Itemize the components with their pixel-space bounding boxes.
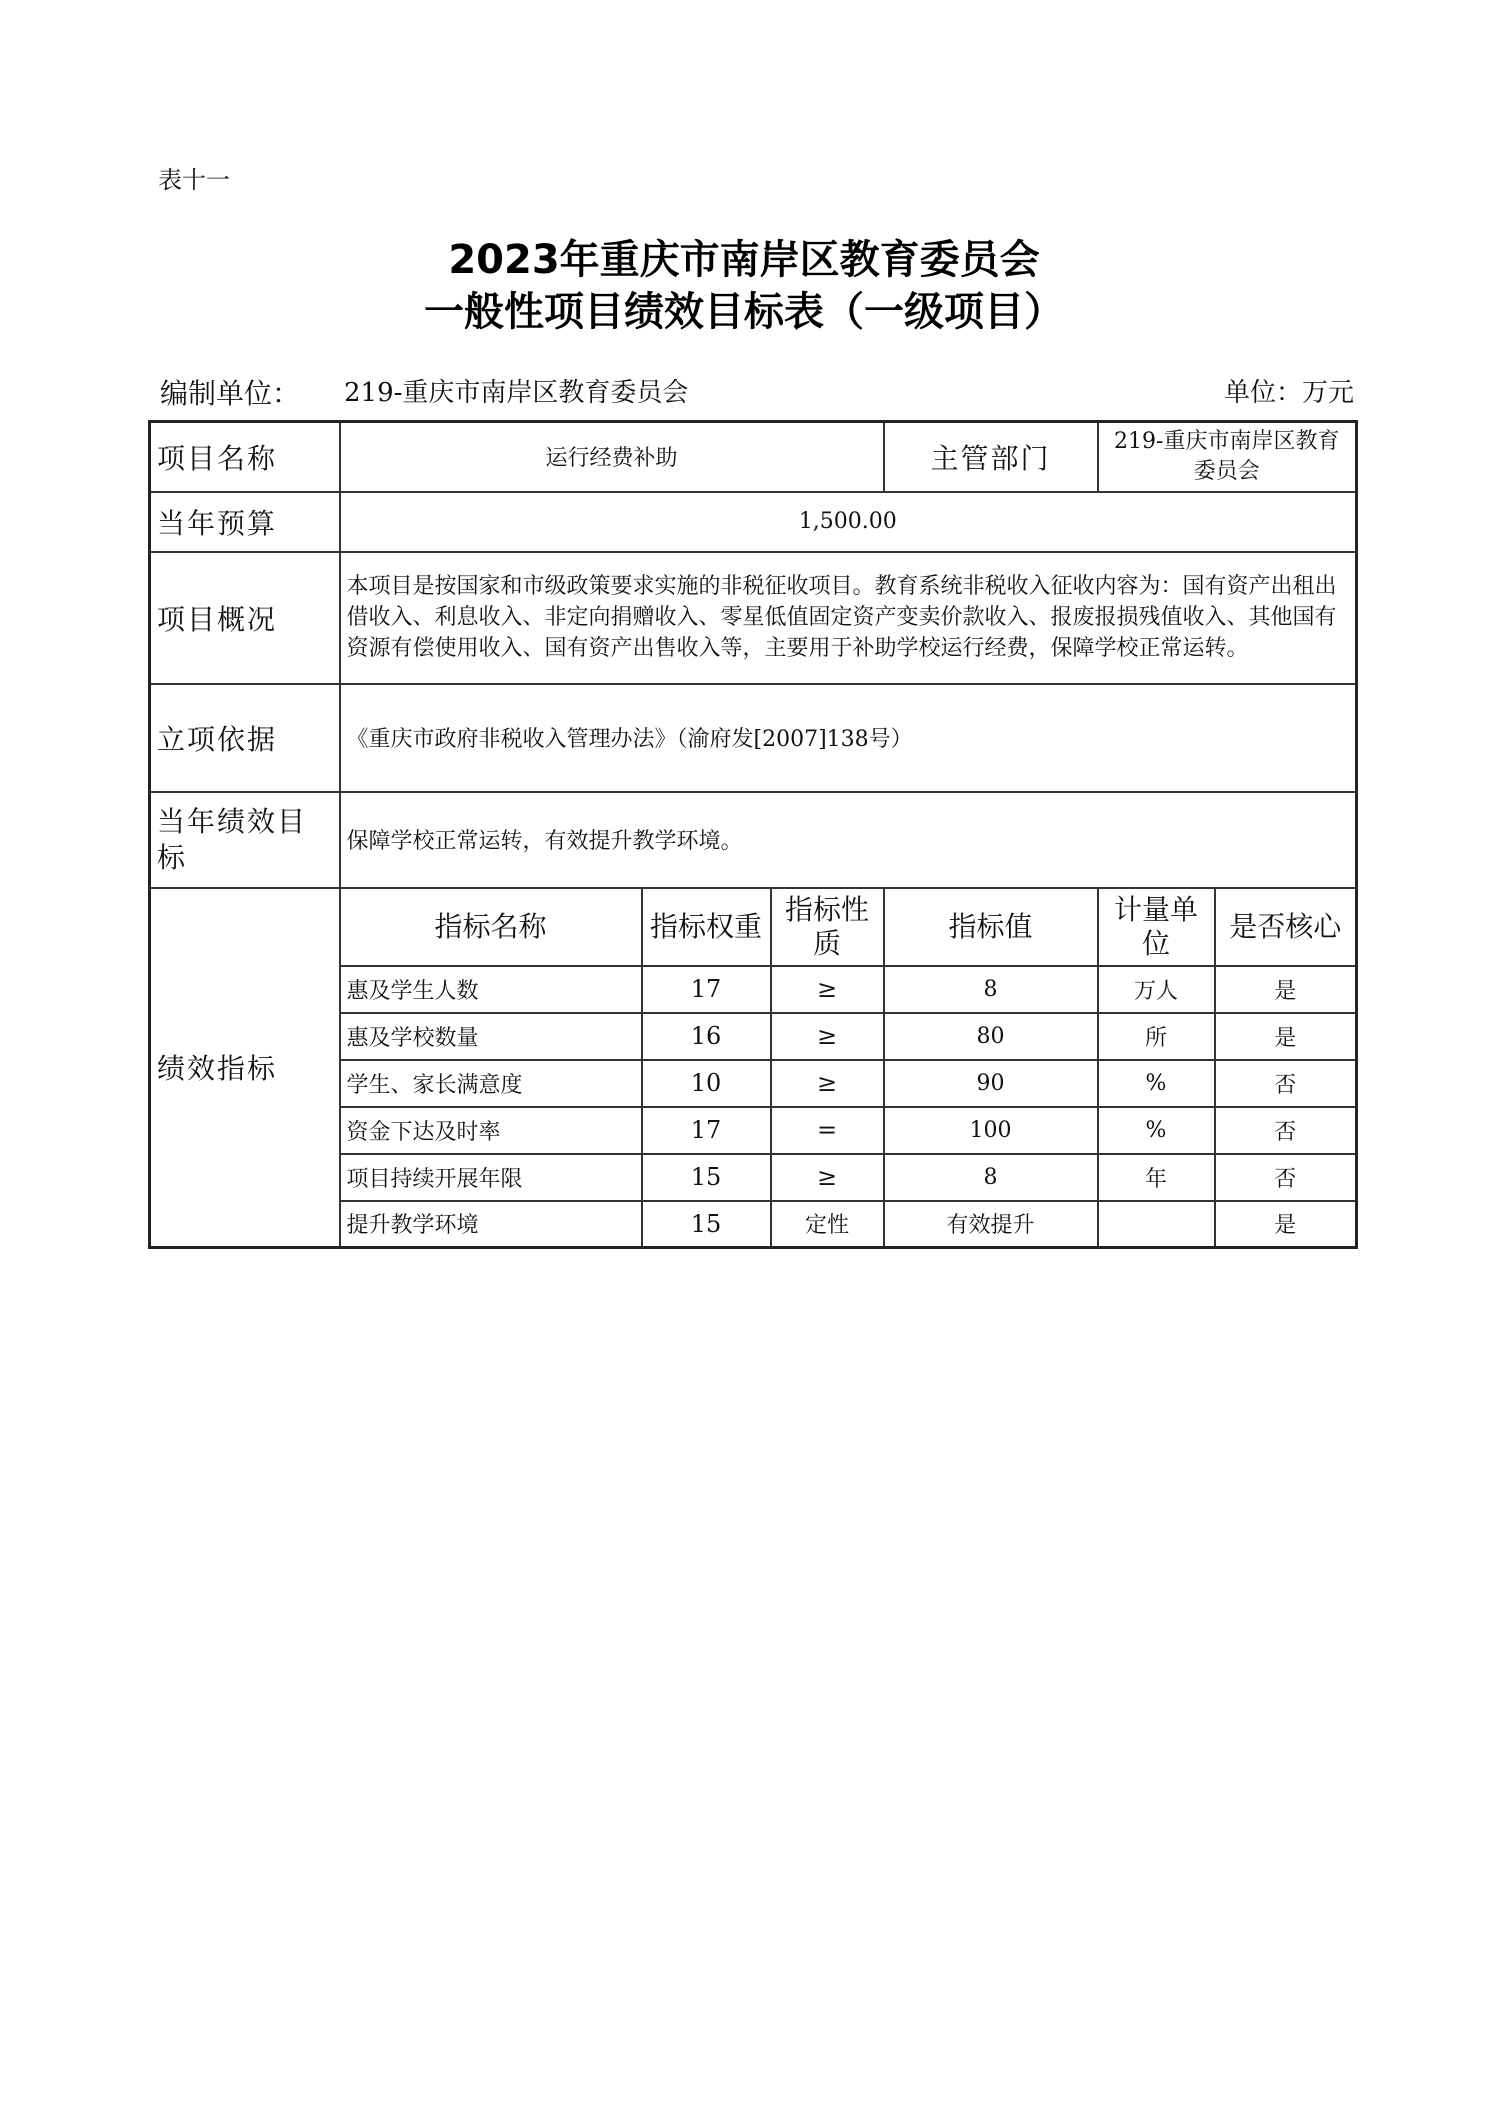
goal-row <box>150 792 1357 888</box>
indicator-weight: 17 <box>642 1107 771 1154</box>
project-name-value: 运行经费补助 <box>340 422 884 492</box>
indicator-name: 提升教学环境 <box>340 1201 642 1248</box>
indicator-value: 8 <box>884 966 1098 1013</box>
project-name-row <box>150 422 1357 492</box>
table-number: 表十一 <box>158 166 230 194</box>
compile-unit-label: 编制单位： <box>160 377 301 410</box>
indicators-label: 绩效指标 <box>150 888 340 1248</box>
indicator-core: 否 <box>1215 1107 1357 1154</box>
indicator-weight: 15 <box>642 1201 771 1248</box>
indicator-unit: 万人 <box>1098 966 1215 1013</box>
header-indicator-name: 指标名称 <box>340 888 642 966</box>
indicator-nature: ≥ <box>771 966 884 1013</box>
goal-label: 当年绩效目标 <box>150 792 340 888</box>
indicator-nature: ≥ <box>771 1154 884 1201</box>
overview-label: 项目概况 <box>150 552 340 684</box>
compile-unit-value: 219-重庆市南岸区教育委员会 <box>344 378 689 408</box>
indicator-value: 90 <box>884 1060 1098 1107</box>
indicator-value: 8 <box>884 1154 1098 1201</box>
basis-text: 《重庆市政府非税收入管理办法》（渝府发[2007]138号） <box>340 684 1357 792</box>
indicator-weight: 16 <box>642 1013 771 1060</box>
header-indicator-weight: 指标权重 <box>642 888 771 966</box>
indicator-core: 是 <box>1215 1013 1357 1060</box>
currency-unit: 单位：万元 <box>1223 378 1354 408</box>
indicator-weight: 17 <box>642 966 771 1013</box>
overview-text: 本项目是按国家和市级政策要求实施的非税征收项目。教育系统非税收入征收内容为：国有资产出租出借收入、利息收入、非定向捐赠收入、零星低值固定资产变卖价款收入、报废报损残值收入、其他国有资源有偿使用收入、国有资产出售收入等，主要用于补助学校运行经费，保障学校正常运转。 <box>340 552 1357 684</box>
indicator-unit: % <box>1098 1060 1215 1107</box>
page-title-line1: 2023年重庆市南岸区教育委员会 <box>448 237 1040 283</box>
header-measure-unit: 计量单位 <box>1098 888 1215 966</box>
basis-row <box>150 684 1357 792</box>
header-indicator-value: 指标值 <box>884 888 1098 966</box>
header-indicator-nature: 指标性质 <box>771 888 884 966</box>
indicator-core: 否 <box>1215 1060 1357 1107</box>
indicator-nature: = <box>771 1107 884 1154</box>
indicator-unit: 所 <box>1098 1013 1215 1060</box>
indicator-name: 惠及学校数量 <box>340 1013 642 1060</box>
indicator-unit: 年 <box>1098 1154 1215 1201</box>
indicator-core: 否 <box>1215 1154 1357 1201</box>
overview-row <box>150 552 1357 684</box>
indicator-header-row <box>150 888 1357 966</box>
indicator-unit: % <box>1098 1107 1215 1154</box>
budget-value: 1,500.00 <box>340 492 1357 552</box>
dept-value: 219-重庆市南岸区教育委员会 <box>1098 422 1357 492</box>
indicator-name: 学生、家长满意度 <box>340 1060 642 1107</box>
indicator-value: 100 <box>884 1107 1098 1154</box>
dept-label: 主管部门 <box>884 422 1098 492</box>
project-name-label: 项目名称 <box>150 422 340 492</box>
indicator-nature: ≥ <box>771 1013 884 1060</box>
indicator-weight: 15 <box>642 1154 771 1201</box>
indicator-weight: 10 <box>642 1060 771 1107</box>
goal-text: 保障学校正常运转，有效提升教学环境。 <box>340 792 1357 888</box>
indicator-core: 是 <box>1215 966 1357 1013</box>
indicator-nature: ≥ <box>771 1060 884 1107</box>
indicator-value: 80 <box>884 1013 1098 1060</box>
indicator-value: 有效提升 <box>884 1201 1098 1248</box>
basis-label: 立项依据 <box>150 684 340 792</box>
indicator-name: 惠及学生人数 <box>340 966 642 1013</box>
header-is-core: 是否核心 <box>1215 888 1357 966</box>
indicator-core: 是 <box>1215 1201 1357 1248</box>
indicator-name: 项目持续开展年限 <box>340 1154 642 1201</box>
indicator-unit <box>1098 1201 1215 1248</box>
indicator-name: 资金下达及时率 <box>340 1107 642 1154</box>
budget-label: 当年预算 <box>150 492 340 552</box>
page-title-line2: 一般性项目绩效目标表（一级项目） <box>424 289 1064 335</box>
performance-table <box>148 420 1358 1249</box>
indicator-nature: 定性 <box>771 1201 884 1248</box>
budget-row <box>150 492 1357 552</box>
